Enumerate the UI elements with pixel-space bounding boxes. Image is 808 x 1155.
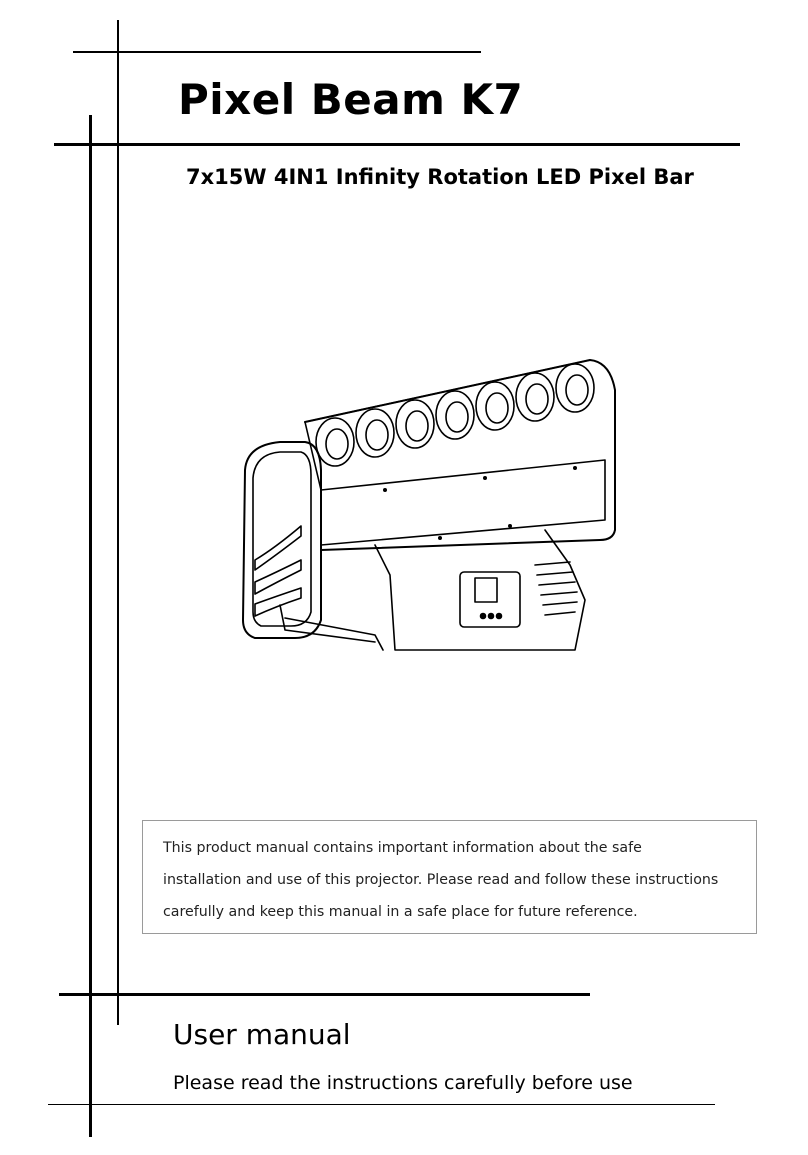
display-screen	[475, 578, 497, 602]
frame-line-bottom-rule	[59, 993, 590, 996]
notice-line-2: installation and use of this projector. Please read and follow these instructions	[163, 872, 719, 888]
down-button	[497, 614, 502, 619]
up-button	[489, 614, 494, 619]
notice-line-1: This product manual contains important information about the safe	[163, 840, 642, 856]
product-illustration	[225, 350, 625, 662]
base-housing	[375, 530, 585, 650]
frame-line-vertical-outer	[89, 115, 92, 1137]
document-subtitle: 7x15W 4IN1 Infinity Rotation LED Pixel Bar	[186, 165, 694, 189]
notice-line-3: carefully and keep this manual in a safe place for future reference.	[163, 904, 638, 920]
bar-top-ridge	[305, 360, 590, 422]
frame-line-title-rule	[54, 143, 740, 146]
body-screws	[383, 466, 577, 540]
lens-2	[356, 409, 394, 457]
lens-3	[396, 400, 434, 448]
end-cap-slots	[255, 526, 301, 616]
end-cap-inner	[253, 452, 311, 626]
lens-5	[476, 382, 514, 430]
lens-7	[556, 364, 594, 412]
lens-1	[316, 418, 354, 466]
menu-button	[481, 614, 486, 619]
lens-4	[436, 391, 474, 439]
safety-notice-box	[142, 820, 757, 934]
base-vents	[535, 562, 577, 615]
lens-6	[516, 373, 554, 421]
frame-line-top	[73, 51, 481, 53]
bar-front-lower	[321, 460, 605, 545]
base-bottom	[285, 618, 383, 650]
frame-line-vertical-inner	[117, 20, 119, 1025]
document-title: Pixel Beam K7	[178, 75, 524, 124]
base-left-foot	[280, 605, 375, 642]
read-instructions-note: Please read the instructions carefully before use	[173, 1072, 633, 1094]
frame-line-footer	[48, 1104, 715, 1105]
user-manual-label: User manual	[173, 1018, 351, 1051]
lens-row	[316, 364, 594, 466]
